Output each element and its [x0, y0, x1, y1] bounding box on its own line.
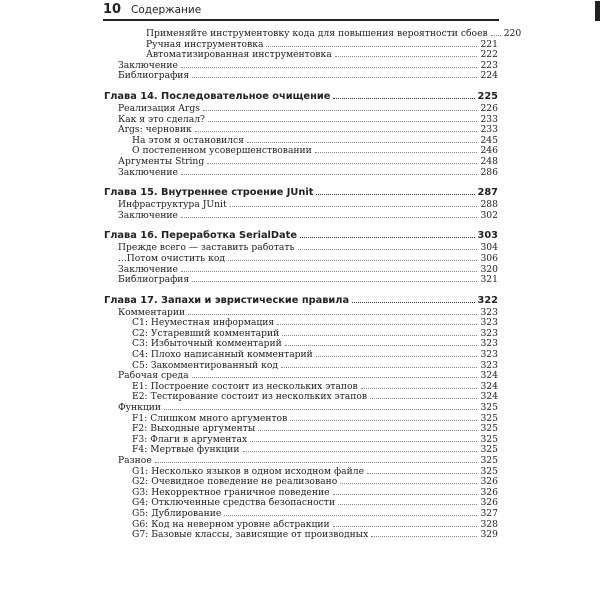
- running-title: Содержание: [131, 4, 202, 16]
- dot-leader: [333, 91, 474, 99]
- toc-entry-title: На этом я остановился: [132, 134, 244, 146]
- toc-entry-page: 222: [480, 49, 498, 61]
- dot-leader: [281, 360, 477, 368]
- toc-entry-title: Библиография: [118, 70, 190, 82]
- toc-entry[interactable]: [118, 423, 498, 434]
- toc-entry[interactable]: [118, 338, 498, 349]
- toc-entry[interactable]: [118, 124, 498, 135]
- dot-leader: [367, 466, 477, 474]
- dot-leader: [300, 230, 475, 238]
- toc-entry-title: Применяйте инструментовку кода для повышения вероятности сбоев: [146, 28, 488, 39]
- toc-entry[interactable]: [118, 413, 498, 424]
- toc-entry-page: 325: [480, 455, 498, 466]
- toc-entry[interactable]: [118, 370, 498, 381]
- dot-leader: [333, 519, 478, 527]
- dot-leader: [192, 274, 477, 282]
- dot-leader: [181, 264, 477, 272]
- toc-entry-title: E2: Тестирование состоит из нескольких этапов: [132, 391, 368, 403]
- dot-leader: [333, 487, 478, 495]
- dot-leader: [181, 167, 477, 175]
- toc-entry-title: Рабочая среда: [118, 370, 189, 382]
- toc-entry-page: 323: [480, 327, 498, 339]
- toc-entry-title: G3: Некорректное граничное поведение: [132, 486, 330, 498]
- toc-entry-title: Комментарии: [118, 306, 186, 318]
- dot-leader: [298, 242, 478, 250]
- toc-entry-title: F1: Слишком много аргументов: [132, 412, 288, 424]
- dot-leader: [277, 317, 477, 325]
- toc-entry-title: G2: Очевидное поведение не реализовано: [132, 476, 338, 488]
- toc-entry[interactable]: [118, 39, 498, 50]
- toc-entry-title: Как я это сделал?: [118, 113, 205, 125]
- dot-leader: [155, 455, 478, 463]
- toc-entry-title: C5: Закомментированный код: [132, 359, 279, 371]
- section-gap: [118, 177, 498, 186]
- toc-entry[interactable]: [118, 145, 498, 156]
- toc-entry[interactable]: [118, 487, 498, 498]
- toc-entry[interactable]: [118, 242, 498, 253]
- toc-entry[interactable]: [118, 317, 498, 328]
- toc-entry-title: Разное: [118, 455, 152, 466]
- toc-entry-page: 224: [480, 70, 498, 82]
- dot-leader: [315, 145, 478, 153]
- toc-entry-page: 325: [480, 444, 498, 456]
- toc-chapter-entry[interactable]: [104, 294, 498, 307]
- toc-entry-title: Заключение: [118, 59, 178, 71]
- toc-entry-title: G4: Отключенные средства безопасности: [132, 497, 336, 509]
- toc-entry-page: 323: [480, 306, 498, 318]
- dot-leader: [228, 253, 477, 261]
- toc-entry-page: 223: [480, 59, 498, 71]
- toc-entry[interactable]: [118, 210, 498, 221]
- table-of-contents: [104, 28, 522, 541]
- dot-leader: [258, 423, 477, 431]
- dot-leader: [266, 39, 477, 47]
- toc-entry-title: C4: Плохо написанный комментарий: [132, 349, 313, 361]
- toc-entry-title: Глава 15. Внутреннее строение JUnit: [104, 187, 314, 199]
- toc-entry-page: 326: [480, 497, 498, 509]
- toc-entry-page: 329: [480, 529, 498, 541]
- dot-leader: [250, 434, 477, 442]
- toc-entry-title: Прежде всего — заставить работать: [118, 242, 295, 254]
- section-gap: [118, 81, 498, 90]
- toc-entry-title: Глава 16. Переработка SerialDate: [104, 230, 297, 242]
- dot-leader: [316, 187, 474, 195]
- toc-entry-title: Args: черновик: [118, 124, 192, 136]
- toc-entry-title: Функции: [118, 402, 162, 414]
- toc-chapter-entry[interactable]: [104, 229, 498, 242]
- toc-entry-title: F2: Выходные аргументы: [132, 423, 256, 435]
- toc-entry-page: 325: [480, 412, 498, 424]
- page-number: 10: [103, 2, 122, 17]
- toc-entry-title: C3: Избыточный комментарий: [132, 338, 282, 350]
- toc-entry-page: 306: [480, 252, 498, 264]
- dot-leader: [208, 114, 477, 122]
- toc-entry-page: 326: [480, 486, 498, 498]
- toc-entry-title: Заключение: [118, 166, 178, 178]
- toc-entry-title: F3: Флаги в аргументах: [132, 433, 248, 445]
- toc-entry[interactable]: [118, 360, 498, 371]
- dot-leader: [285, 338, 478, 346]
- toc-entry-page: 233: [480, 113, 498, 125]
- toc-entry-title: Инфраструктура JUnit: [118, 199, 227, 211]
- dot-leader: [207, 156, 477, 164]
- toc-entry-page: 304: [480, 242, 498, 254]
- toc-entry-page: 323: [480, 317, 498, 329]
- toc-entry[interactable]: [118, 349, 498, 360]
- toc-entry-title: Заключение: [118, 209, 178, 221]
- toc-entry[interactable]: [118, 476, 498, 487]
- toc-entry-page: 325: [480, 433, 498, 445]
- toc-entry-title: F4: Мертвые функции: [132, 444, 240, 456]
- dot-leader: [224, 508, 477, 516]
- toc-entry[interactable]: [118, 529, 498, 540]
- toc-entry-page: 248: [480, 155, 498, 167]
- toc-entry-page: 225: [477, 90, 498, 102]
- toc-entry-page: 324: [480, 370, 498, 382]
- toc-entry[interactable]: [118, 455, 498, 466]
- toc-entry-title: О постепенном усовершенствовании: [132, 145, 312, 157]
- toc-entry[interactable]: [118, 391, 498, 402]
- dot-leader: [164, 402, 477, 410]
- section-gap: [118, 285, 498, 294]
- toc-entry-page: 325: [480, 465, 498, 477]
- toc-entry-page: 221: [480, 38, 498, 50]
- dot-leader: [192, 370, 478, 378]
- toc-entry[interactable]: [118, 199, 498, 210]
- header-tab-marker: [595, 1, 600, 21]
- dot-leader: [352, 295, 474, 303]
- toc-entry-title: G1: Несколько языков в одном исходном файле: [132, 465, 365, 477]
- toc-entry[interactable]: [118, 402, 498, 413]
- dot-leader: [181, 60, 477, 68]
- toc-entry-page: 287: [477, 187, 498, 199]
- toc-entry-page: 322: [477, 294, 498, 306]
- dot-leader: [491, 28, 501, 36]
- toc-entry-page: 226: [480, 102, 498, 114]
- toc-entry[interactable]: [118, 60, 498, 71]
- toc-entry[interactable]: [118, 274, 498, 285]
- toc-entry-title: Реализация Args: [118, 102, 200, 114]
- toc-entry[interactable]: [118, 519, 498, 530]
- toc-entry-page: 233: [480, 124, 498, 136]
- toc-entry[interactable]: [118, 114, 498, 125]
- dot-leader: [188, 307, 477, 315]
- dot-leader: [181, 210, 477, 218]
- toc-entry-title: G7: Базовые классы, зависящие от производных: [132, 529, 369, 541]
- dot-leader: [192, 70, 477, 78]
- toc-entry-title: G5: Дублирование: [132, 507, 222, 519]
- toc-entry[interactable]: [118, 444, 498, 455]
- toc-entry[interactable]: [118, 466, 498, 477]
- dot-leader: [243, 444, 478, 452]
- toc-entry[interactable]: [118, 508, 498, 519]
- toc-entry-page: 288: [480, 199, 498, 211]
- toc-entry-title: G6: Код на неверном уровне абстракции: [132, 518, 330, 530]
- toc-entry-page: 328: [480, 518, 498, 530]
- dot-leader: [230, 199, 478, 207]
- toc-entry-page: 245: [480, 134, 498, 146]
- toc-entry-page: 323: [480, 359, 498, 371]
- toc-entry-title: Глава 17. Запахи и эвристические правила: [104, 294, 350, 306]
- toc-entry-page: 302: [480, 209, 498, 221]
- toc-entry-page: 324: [480, 391, 498, 403]
- dot-leader: [282, 328, 477, 336]
- dot-leader: [340, 476, 477, 484]
- dot-leader: [338, 497, 477, 505]
- toc-entry-page: 325: [480, 423, 498, 435]
- toc-entry-page: 325: [480, 402, 498, 414]
- toc-entry-title: C1: Неуместная информация: [132, 317, 275, 329]
- toc-entry-page: 286: [480, 166, 498, 178]
- dot-leader: [371, 529, 477, 537]
- toc-entry-page: 220: [503, 28, 522, 39]
- toc-entry[interactable]: [118, 253, 498, 264]
- dot-leader: [203, 103, 478, 111]
- toc-entry-page: 326: [480, 476, 498, 488]
- toc-entry-title: Заключение: [118, 263, 178, 275]
- toc-entry[interactable]: [118, 497, 498, 508]
- toc-entry-title: ...Потом очистить код: [118, 252, 226, 264]
- toc-entry-title: Автоматизированная инструментовка: [146, 49, 332, 61]
- toc-entry[interactable]: [118, 156, 498, 167]
- toc-entry[interactable]: [118, 28, 522, 39]
- toc-entry[interactable]: [118, 264, 498, 275]
- toc-entry[interactable]: [118, 103, 498, 114]
- toc-entry-title: E1: Построение состоит из нескольких этапов: [132, 380, 358, 392]
- toc-entry-title: Глава 14. Последовательное очищение: [104, 90, 331, 102]
- toc-entry-page: 323: [480, 338, 498, 350]
- section-gap: [118, 220, 498, 229]
- dot-leader: [335, 49, 478, 57]
- toc-chapter-entry[interactable]: [104, 186, 498, 199]
- toc-entry-title: Ручная инструментовка: [146, 38, 264, 50]
- dot-leader: [247, 135, 478, 143]
- toc-entry-page: 323: [480, 349, 498, 361]
- dot-leader: [195, 124, 478, 132]
- toc-entry[interactable]: [118, 70, 498, 81]
- running-header: [103, 1, 499, 21]
- toc-entry[interactable]: [118, 167, 498, 178]
- toc-entry-title: Аргументы String: [118, 155, 205, 167]
- toc-entry[interactable]: [118, 135, 498, 146]
- toc-entry-page: 327: [480, 507, 498, 519]
- toc-entry-page: 303: [477, 230, 498, 242]
- toc-entry-page: 321: [480, 274, 498, 286]
- dot-leader: [361, 381, 478, 389]
- toc-entry-title: C2: Устаревший комментарий: [132, 327, 280, 339]
- toc-entry-page: 324: [480, 380, 498, 392]
- toc-entry-page: 320: [480, 263, 498, 275]
- toc-entry[interactable]: [118, 49, 498, 60]
- toc-entry-title: Библиография: [118, 274, 190, 286]
- dot-leader: [370, 391, 477, 399]
- dot-leader: [316, 349, 478, 357]
- toc-entry-page: 246: [480, 145, 498, 157]
- toc-entry[interactable]: [118, 307, 498, 318]
- toc-entry[interactable]: [118, 328, 498, 339]
- toc-entry[interactable]: [118, 434, 498, 445]
- toc-entry[interactable]: [118, 381, 498, 392]
- dot-leader: [290, 413, 477, 421]
- toc-chapter-entry[interactable]: [104, 90, 498, 103]
